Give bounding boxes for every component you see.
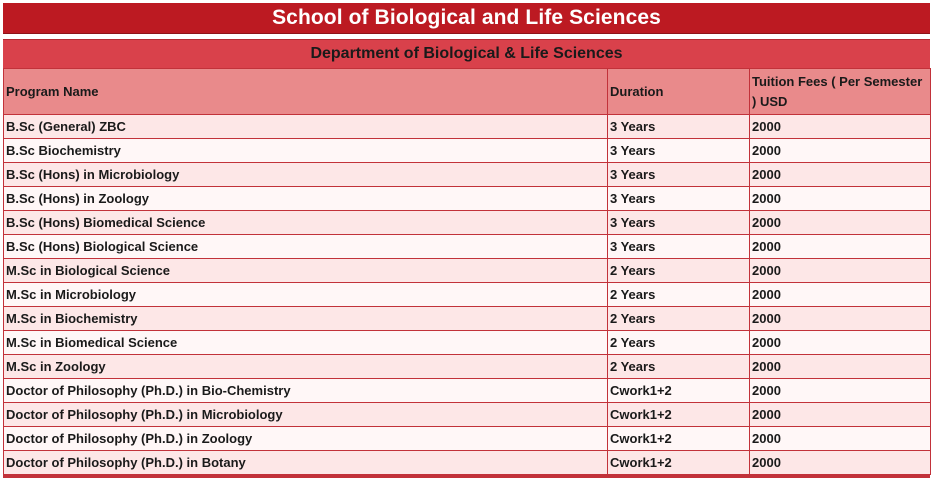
duration-cell: Cwork1+2 (608, 427, 750, 451)
program-name-cell: M.Sc in Biomedical Science (4, 331, 608, 355)
tuition-fee-cell: 2000 (750, 163, 931, 187)
program-name-cell: B.Sc Biochemistry (4, 139, 608, 163)
program-name-cell: Doctor of Philosophy (Ph.D.) in Bio-Chemistry (4, 379, 608, 403)
table-row (4, 187, 931, 211)
fees-table (3, 68, 931, 475)
tuition-fee-cell: 2000 (750, 235, 931, 259)
duration-cell: 3 Years (608, 187, 750, 211)
table-body (4, 115, 931, 475)
program-name-cell: B.Sc (Hons) Biological Science (4, 235, 608, 259)
program-name-cell: Doctor of Philosophy (Ph.D.) in Microbiology (4, 403, 608, 427)
tuition-fee-cell: 2000 (750, 331, 931, 355)
tuition-fee-cell: 2000 (750, 355, 931, 379)
table-row (4, 139, 931, 163)
program-name-cell: Doctor of Philosophy (Ph.D.) in Botany (4, 451, 608, 475)
duration-cell: Cwork1+2 (608, 403, 750, 427)
tuition-fee-cell: 2000 (750, 259, 931, 283)
duration-cell: 2 Years (608, 259, 750, 283)
table-row (4, 451, 931, 475)
tuition-fee-cell: 2000 (750, 115, 931, 139)
table-row (4, 115, 931, 139)
duration-cell: Cwork1+2 (608, 451, 750, 475)
column-header-program-name: Program Name (4, 69, 608, 115)
table-row (4, 331, 931, 355)
tuition-fee-cell: 2000 (750, 187, 931, 211)
program-name-cell: M.Sc in Microbiology (4, 283, 608, 307)
tuition-fee-cell: 2000 (750, 403, 931, 427)
duration-cell: 2 Years (608, 331, 750, 355)
duration-cell: 2 Years (608, 283, 750, 307)
program-name-cell: B.Sc (Hons) in Microbiology (4, 163, 608, 187)
column-header-tuition-fees: Tuition Fees ( Per Semester ) USD (750, 69, 931, 115)
department-title: Department of Biological & Life Sciences (3, 39, 930, 68)
bottom-border (3, 475, 930, 478)
duration-cell: 2 Years (608, 355, 750, 379)
table-row (4, 355, 931, 379)
table-header-row (4, 69, 931, 115)
duration-cell: 3 Years (608, 235, 750, 259)
program-name-cell: B.Sc (General) ZBC (4, 115, 608, 139)
duration-cell: 3 Years (608, 115, 750, 139)
table-row (4, 259, 931, 283)
table-row (4, 379, 931, 403)
fees-panel (3, 3, 930, 480)
school-title: School of Biological and Life Sciences (3, 3, 930, 34)
program-name-cell: M.Sc in Zoology (4, 355, 608, 379)
duration-cell: Cwork1+2 (608, 379, 750, 403)
table-row (4, 211, 931, 235)
table-row (4, 307, 931, 331)
program-name-cell: B.Sc (Hons) Biomedical Science (4, 211, 608, 235)
duration-cell: 3 Years (608, 163, 750, 187)
table-row (4, 283, 931, 307)
duration-cell: 3 Years (608, 139, 750, 163)
column-header-duration: Duration (608, 69, 750, 115)
duration-cell: 3 Years (608, 211, 750, 235)
tuition-fee-cell: 2000 (750, 283, 931, 307)
tuition-fee-cell: 2000 (750, 451, 931, 475)
program-name-cell: M.Sc in Biochemistry (4, 307, 608, 331)
duration-cell: 2 Years (608, 307, 750, 331)
tuition-fee-cell: 2000 (750, 211, 931, 235)
table-row (4, 427, 931, 451)
table-row (4, 235, 931, 259)
program-name-cell: M.Sc in Biological Science (4, 259, 608, 283)
table-row (4, 403, 931, 427)
program-name-cell: B.Sc (Hons) in Zoology (4, 187, 608, 211)
program-name-cell: Doctor of Philosophy (Ph.D.) in Zoology (4, 427, 608, 451)
tuition-fee-cell: 2000 (750, 427, 931, 451)
tuition-fee-cell: 2000 (750, 139, 931, 163)
table-row (4, 163, 931, 187)
tuition-fee-cell: 2000 (750, 307, 931, 331)
tuition-fee-cell: 2000 (750, 379, 931, 403)
